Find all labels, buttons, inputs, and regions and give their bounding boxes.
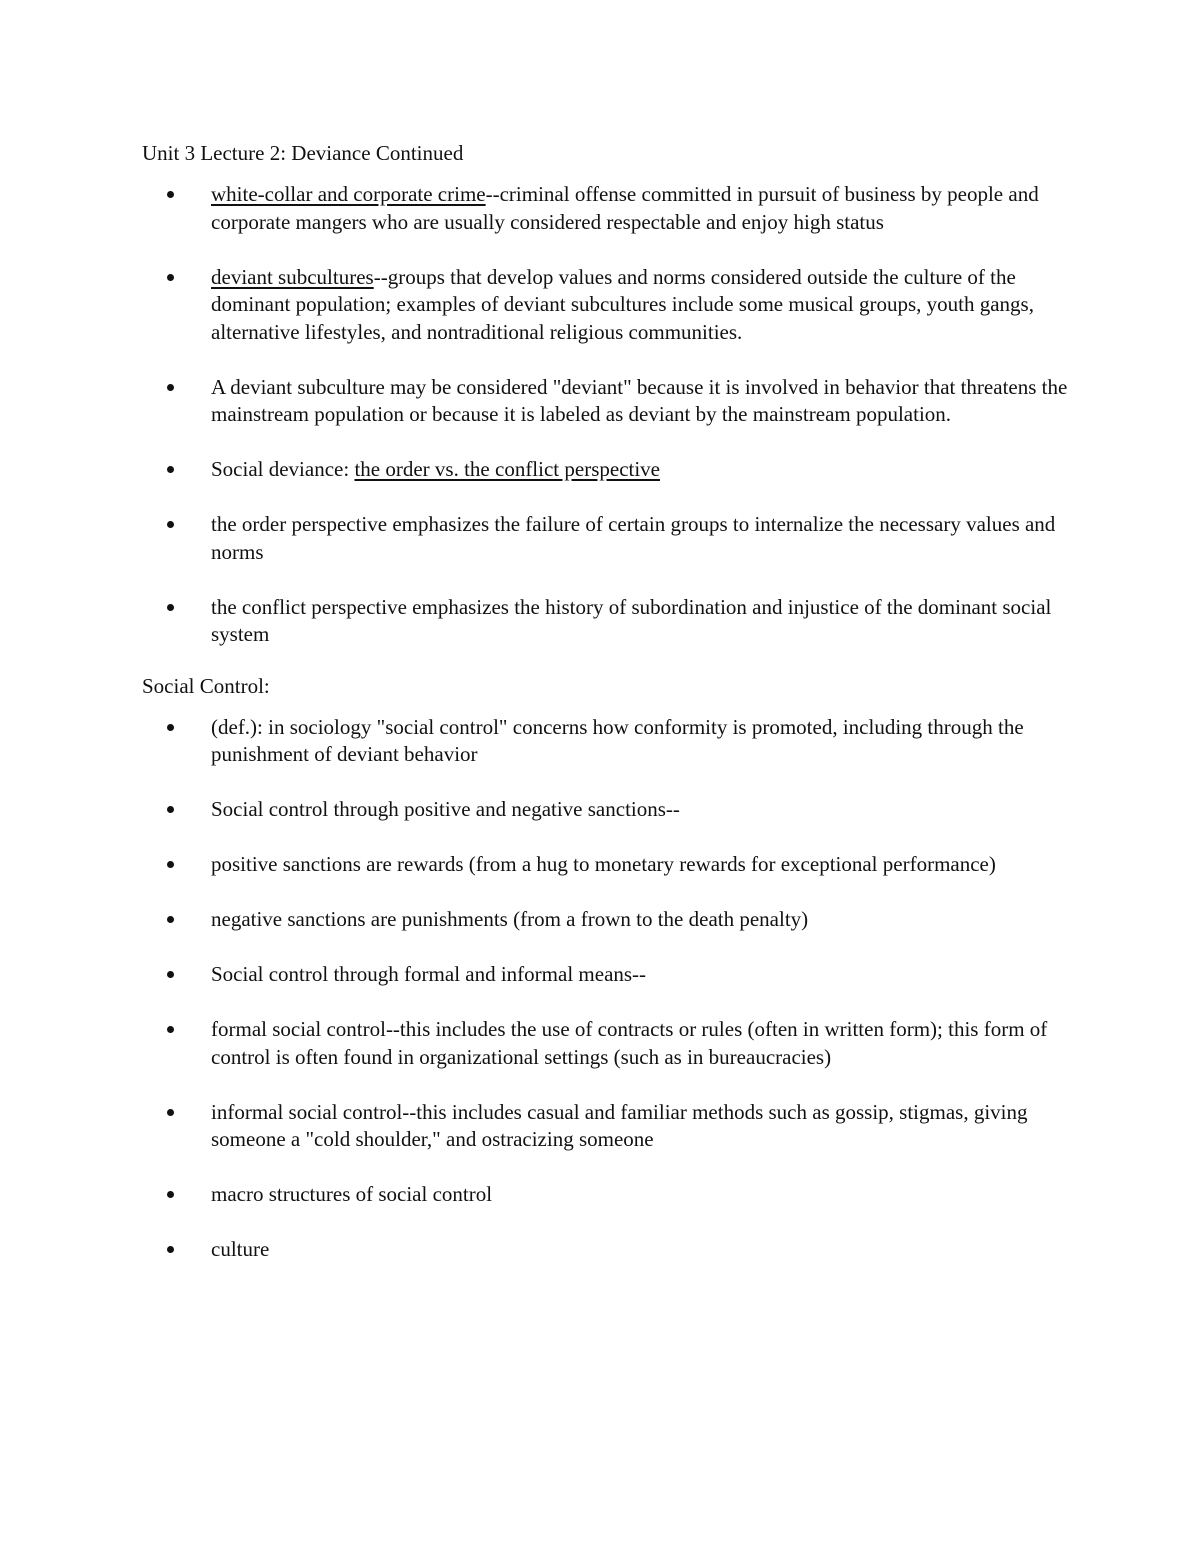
list-item [142, 906, 1072, 934]
social-control-heading: Social Control: [142, 673, 270, 698]
term-white-collar-crime: white-collar and corporate crime [211, 182, 486, 206]
list-item [142, 594, 1072, 649]
item-text: culture [211, 1237, 270, 1261]
bullet-icon [167, 521, 174, 528]
bullet-icon [167, 916, 174, 923]
item-text: formal social control--this includes the use of contracts or rules (often in written form); this form of control is often found in organizational settings (such as in bureaucracies) [211, 1017, 1048, 1069]
list-item [142, 796, 1072, 824]
bullet-icon [167, 1109, 174, 1116]
bullet-icon [167, 971, 174, 978]
list-item [142, 264, 1072, 347]
item-text: Social control through formal and informal means-- [211, 962, 647, 986]
item-text: A deviant subculture may be considered "deviant" because it is involved in behavior that threatens the mainstream population or because it is labeled as deviant by the mainstream population. [211, 374, 1068, 426]
bullet-icon [167, 274, 174, 281]
bullet-icon [167, 806, 174, 813]
term-deviant-subcultures: deviant subcultures [211, 264, 374, 289]
list-item [142, 1016, 1072, 1071]
list-item [142, 714, 1072, 769]
item-text: the order perspective emphasizes the failure of certain groups to internalize the necessary values and norms [211, 512, 1056, 564]
item-text: informal social control--this includes casual and familiar methods such as gossip, stigmas, giving someone a "cold shoulder," and ostracizing someone [211, 1099, 1028, 1151]
document-page [142, 140, 1072, 1264]
list-item [142, 511, 1072, 566]
bullet-icon [167, 861, 174, 868]
list-item [142, 1236, 1072, 1264]
list-item [142, 456, 1072, 484]
bullet-icon [167, 466, 174, 473]
item-text: Social control through positive and negative sanctions-- [211, 797, 680, 821]
term-order-vs-conflict: the order vs. the conflict perspective [354, 457, 660, 481]
item-text: the conflict perspective emphasizes the history of subordination and injustice of the dominant social system [211, 594, 1052, 646]
item-text: negative sanctions are punishments (from a frown to the death penalty) [211, 907, 809, 931]
lecture-title: Unit 3 Lecture 2: Deviance Continued [142, 141, 464, 165]
bullet-icon [167, 1246, 174, 1253]
item-text: positive sanctions are rewards (from a hug to monetary rewards for exceptional performance) [211, 852, 996, 876]
bullet-icon [167, 384, 174, 391]
item-text: macro structures of social control [211, 1182, 493, 1206]
list-item [142, 1181, 1072, 1209]
item-lead-text: Social deviance: [211, 457, 355, 481]
definition-text: --groups that develop values and norms considered outside the culture of the dominant population; examples of deviant subcultures include some musical groups, youth gangs, alternative lifestyles, and nontraditional religious communities. [211, 264, 1034, 344]
item-text: (def.): in sociology "social control" concerns how conformity is promoted, including through the punishment of deviant behavior [211, 714, 1024, 766]
bullet-icon [167, 191, 174, 198]
bullet-icon [167, 1191, 174, 1198]
list-item [142, 181, 1072, 236]
deviance-list [142, 181, 1072, 649]
bullet-icon [167, 724, 174, 731]
social-control-list [142, 714, 1072, 1264]
list-item [142, 851, 1072, 879]
bullet-icon [167, 604, 174, 611]
list-item [142, 1099, 1072, 1154]
list-item [142, 374, 1072, 429]
list-item [142, 961, 1072, 989]
definition-text: --criminal offense committed in pursuit of business by people and corporate mangers who are usually considered respectable and enjoy high status [211, 182, 1039, 234]
bullet-icon [167, 1026, 174, 1033]
